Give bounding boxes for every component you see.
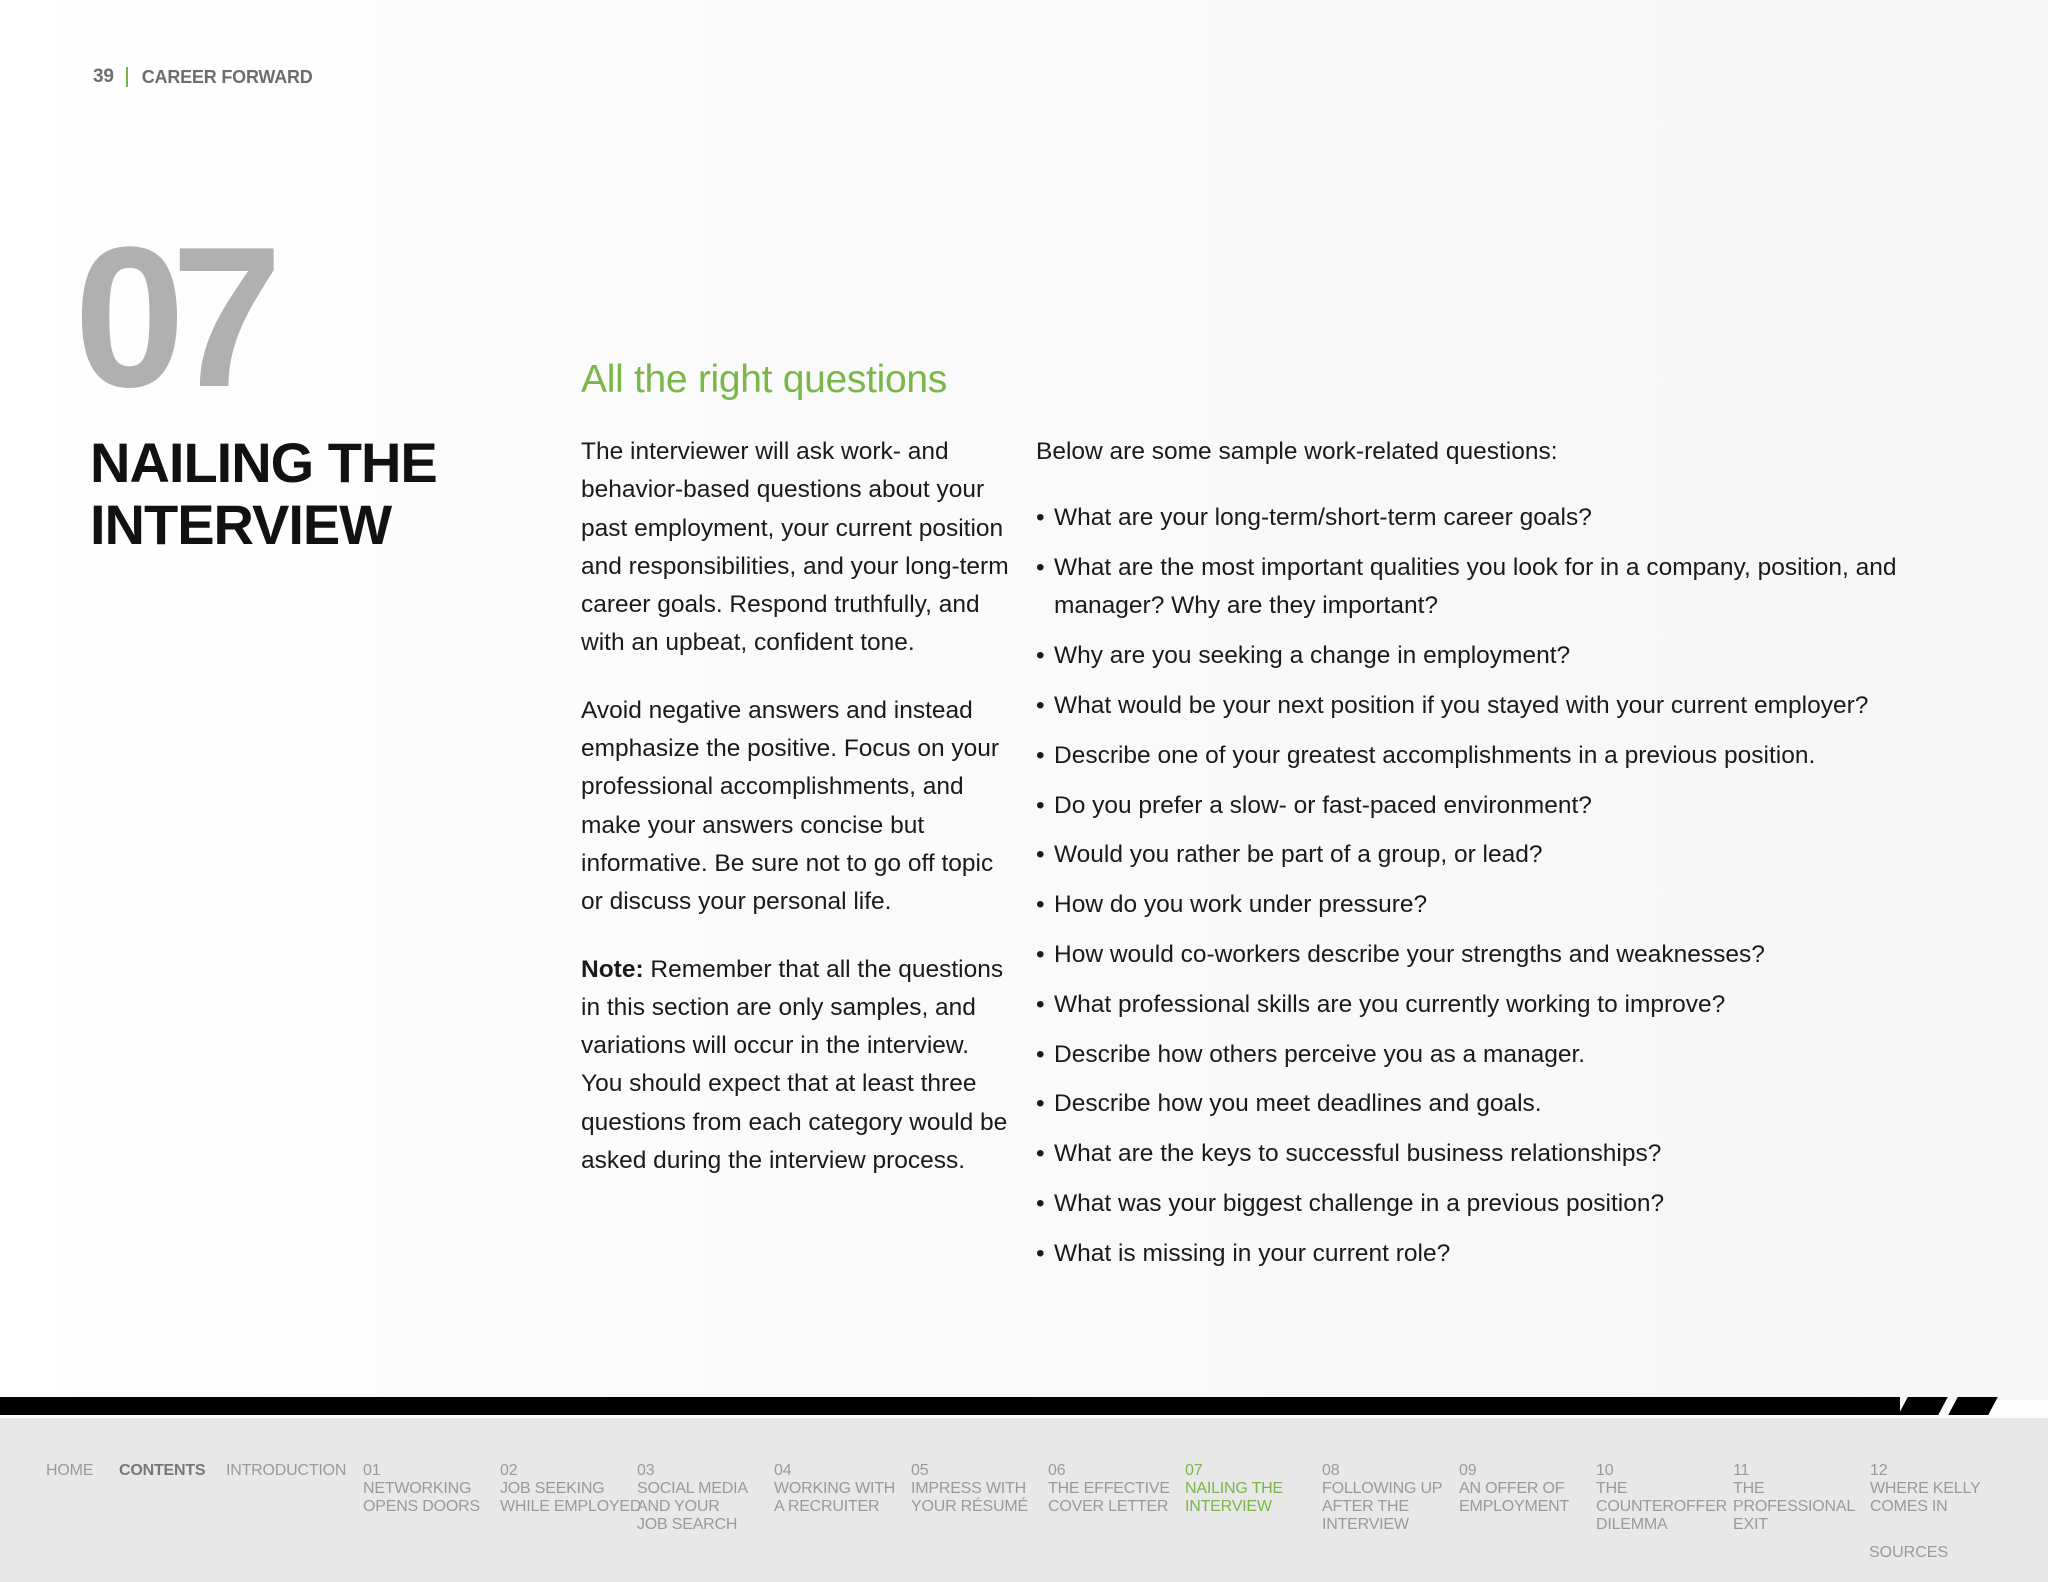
question-item xyxy=(1036,1135,1916,1173)
question-item xyxy=(1036,886,1916,924)
question-item xyxy=(1036,637,1916,675)
nav-chapter-number: 02 xyxy=(500,1462,518,1479)
bullet-glyph: • xyxy=(1036,841,1045,869)
nav-chapter-11[interactable] xyxy=(1733,1462,1855,1534)
nav-chapter-04[interactable] xyxy=(774,1462,895,1516)
nav-chapter-12[interactable] xyxy=(1870,1462,1980,1516)
nav-chapter-label: FOLLOWING UP AFTER THE INTERVIEW xyxy=(1322,1480,1443,1533)
question-item xyxy=(1036,1235,1916,1273)
bullet-glyph: • xyxy=(1036,741,1045,769)
question-text: Describe how others perceive you as a manager. xyxy=(1054,1040,1586,1068)
question-item xyxy=(1036,687,1916,725)
nav-chapter-03[interactable] xyxy=(637,1462,748,1534)
nav-chapter-label: IMPRESS WITH YOUR RÉSUMÉ xyxy=(911,1480,1028,1515)
bullet-glyph: • xyxy=(1036,691,1045,719)
bullet-glyph: • xyxy=(1036,642,1045,670)
nav-chapter-number: 04 xyxy=(774,1462,792,1479)
nav-chapter-label: NETWORKING OPENS DOORS xyxy=(363,1480,480,1515)
nav-chapter-number: 03 xyxy=(637,1462,655,1479)
nav-chapter-number: 09 xyxy=(1459,1462,1477,1479)
nav-chapter-06[interactable] xyxy=(1048,1462,1170,1516)
bullet-glyph: • xyxy=(1036,1239,1045,1267)
running-header xyxy=(93,66,313,88)
question-item xyxy=(1036,836,1916,874)
bullet-glyph: • xyxy=(1036,990,1045,1018)
chapter-number: 07 xyxy=(74,206,269,429)
nav-chapter-08[interactable] xyxy=(1322,1462,1442,1534)
publication-title: CAREER FORWARD xyxy=(141,66,313,87)
question-text: What are the keys to successful business relationships? xyxy=(1054,1140,1662,1168)
nav-sources[interactable]: SOURCES xyxy=(1869,1544,1949,1561)
question-text: What was your biggest challenge in a previous position? xyxy=(1054,1189,1665,1217)
nav-chapter-label: AN OFFER OF EMPLOYMENT xyxy=(1459,1480,1570,1515)
paragraph-intro: The interviewer will ask work- and behavior-based questions about your past employment, your current position and responsibilities, and your long-term career goals. Respond truthfully, and with an upbeat, confident tone. xyxy=(581,438,1009,657)
question-text: What professional skills are you currently working to improve? xyxy=(1054,990,1726,1018)
nav-chapter-number: 10 xyxy=(1596,1462,1614,1479)
nav-chapter-label: WORKING WITH A RECRUITER xyxy=(774,1480,896,1515)
bullet-glyph: • xyxy=(1036,504,1045,532)
question-item xyxy=(1036,787,1916,825)
question-item xyxy=(1036,499,1916,537)
bullet-glyph: • xyxy=(1036,1040,1045,1068)
nav-chapter-label: NAILING THE INTERVIEW xyxy=(1185,1480,1283,1515)
question-item xyxy=(1036,549,1916,626)
nav-chapter-number: 12 xyxy=(1870,1462,1888,1479)
bullet-glyph: • xyxy=(1036,1140,1045,1168)
question-text: Would you rather be part of a group, or lead? xyxy=(1054,841,1543,869)
bullet-glyph: • xyxy=(1036,554,1045,582)
bullet-glyph: • xyxy=(1036,1090,1045,1118)
divider-bar xyxy=(0,1397,1900,1415)
nav-contents[interactable]: CONTENTS xyxy=(119,1462,206,1479)
nav-chapter-number: 06 xyxy=(1048,1462,1066,1479)
nav-chapter-01[interactable] xyxy=(363,1462,480,1516)
questions-list xyxy=(1036,499,1916,1273)
question-text: Describe how you meet deadlines and goals. xyxy=(1054,1090,1542,1118)
nav-introduction[interactable]: INTRODUCTION xyxy=(226,1462,347,1479)
nav-chapter-label: THE EFFECTIVE COVER LETTER xyxy=(1048,1480,1170,1515)
nav-chapter-05[interactable] xyxy=(911,1462,1028,1516)
question-item xyxy=(1036,1185,1916,1223)
question-text: What are the most important qualities you look for in a company, position, and manager? Why are they important? xyxy=(1054,554,1897,620)
question-item xyxy=(1036,737,1916,775)
nav-chapter-10[interactable] xyxy=(1596,1462,1727,1534)
header-divider xyxy=(126,67,128,87)
nav-chapter-07[interactable] xyxy=(1185,1462,1283,1516)
paragraph-note xyxy=(581,951,1011,1181)
note-text: Remember that all the questions in this section are only samples, and variations will occur in the interview. You should expect that at least three questions from each category would be asked during the interview process. xyxy=(581,955,1008,1175)
note-label: Note: xyxy=(581,955,644,983)
bullet-glyph: • xyxy=(1036,891,1045,919)
nav-chapter-number: 01 xyxy=(363,1462,381,1479)
question-text: What are your long-term/short-term career goals? xyxy=(1054,504,1592,532)
nav-home[interactable]: HOME xyxy=(46,1462,94,1479)
nav-chapter-label: WHERE KELLY COMES IN xyxy=(1870,1480,1981,1515)
nav-chapter-number: 11 xyxy=(1733,1462,1750,1479)
question-item xyxy=(1036,936,1916,974)
question-item xyxy=(1036,1036,1916,1074)
nav-chapter-number: 07 xyxy=(1185,1462,1203,1479)
page-number: 39 xyxy=(93,66,114,87)
divider-slash xyxy=(1898,1397,1948,1415)
nav-chapter-09[interactable] xyxy=(1459,1462,1569,1516)
right-column xyxy=(1036,433,1916,1285)
section-heading: All the right questions xyxy=(581,358,947,401)
nav-chapter-label: JOB SEEKING WHILE EMPLOYED xyxy=(500,1480,642,1515)
question-text: Describe one of your greatest accomplishments in a previous position. xyxy=(1054,741,1816,769)
question-text: What is missing in your current role? xyxy=(1054,1239,1451,1267)
paragraph-advice: Avoid negative answers and instead emphasize the positive. Focus on your professional accomplishments, and make your answers concise but informative. Be sure not to go off topic or discuss your personal life. xyxy=(581,696,1000,916)
question-item xyxy=(1036,986,1916,1024)
question-text: Why are you seeking a change in employment? xyxy=(1054,642,1571,670)
questions-intro: Below are some sample work-related questions: xyxy=(1036,438,1558,465)
question-item xyxy=(1036,1085,1916,1123)
question-text: How would co-workers describe your strengths and weaknesses? xyxy=(1054,940,1765,968)
divider-slash xyxy=(1948,1397,1998,1415)
question-text: What would be your next position if you stayed with your current employer? xyxy=(1054,691,1869,719)
chapter-title: NAILING THE INTERVIEW xyxy=(90,431,437,556)
left-column xyxy=(581,433,1011,1209)
bullet-glyph: • xyxy=(1036,940,1045,968)
bullet-glyph: • xyxy=(1036,1189,1045,1217)
bullet-glyph: • xyxy=(1036,791,1045,819)
nav-chapter-label: THE COUNTEROFFER DILEMMA xyxy=(1596,1480,1727,1533)
nav-chapter-number: 05 xyxy=(911,1462,929,1479)
question-text: Do you prefer a slow- or fast-paced environment? xyxy=(1054,791,1592,819)
nav-chapter-number: 08 xyxy=(1322,1462,1340,1479)
nav-chapter-label: SOCIAL MEDIA AND YOUR JOB SEARCH xyxy=(637,1480,748,1533)
question-text: How do you work under pressure? xyxy=(1054,891,1428,919)
nav-chapter-02[interactable] xyxy=(500,1462,641,1516)
nav-chapter-label: THE PROFESSIONAL EXIT xyxy=(1733,1480,1856,1533)
